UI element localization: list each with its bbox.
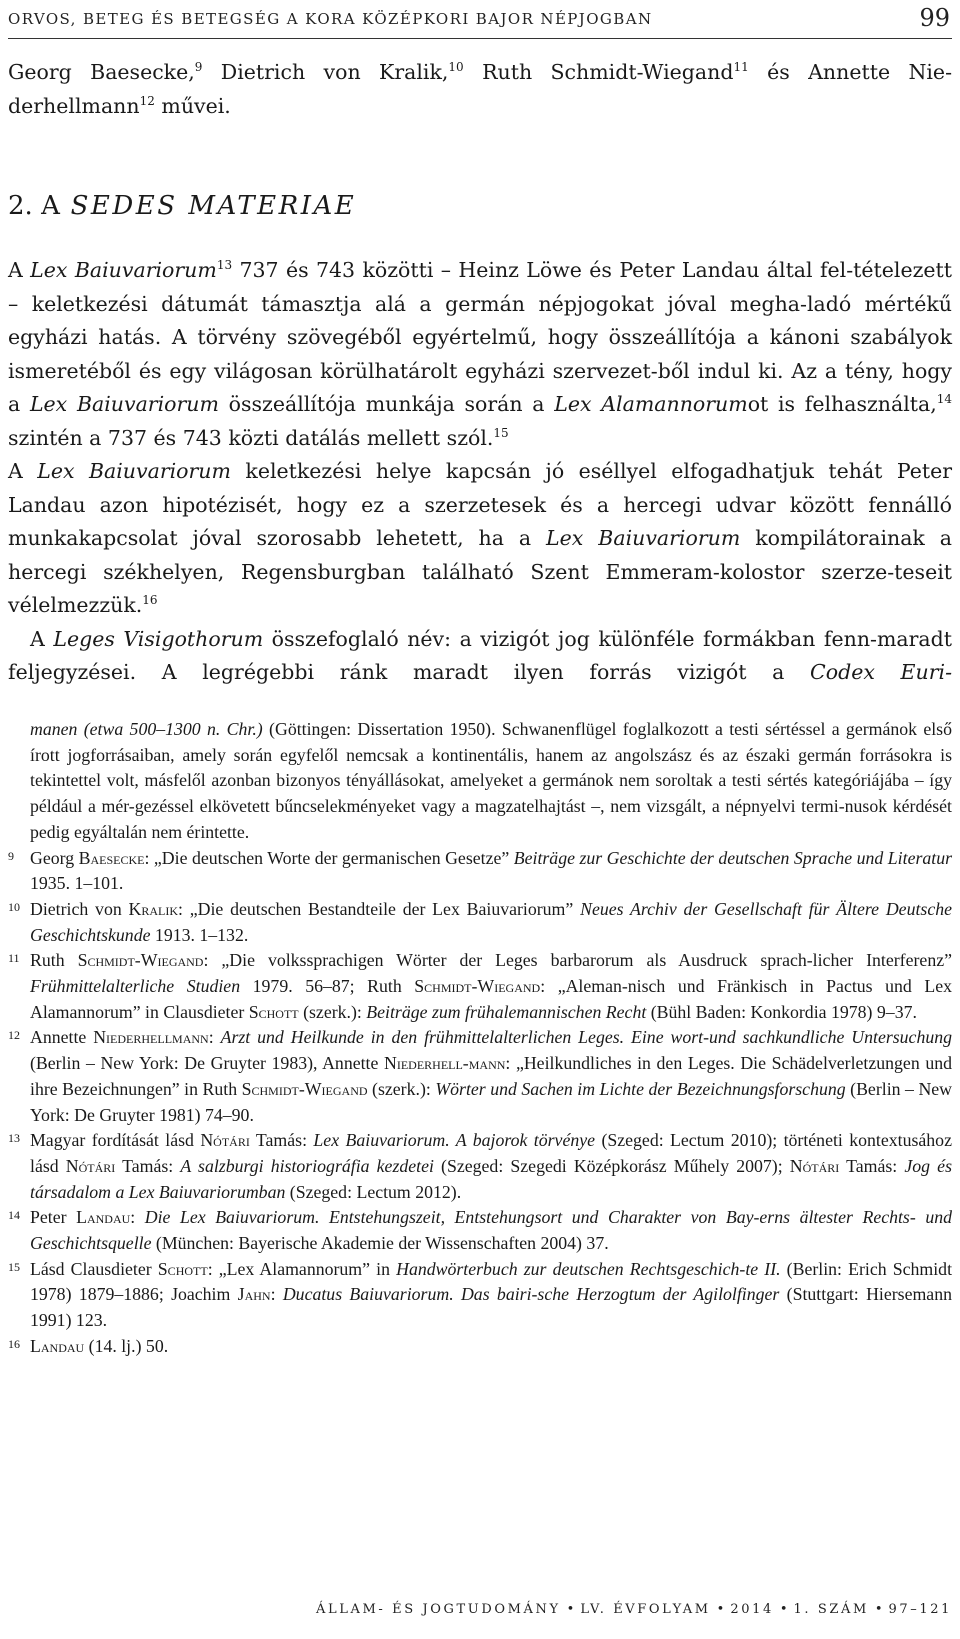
italic-run: Frühmittelalterliche Studien	[30, 976, 241, 997]
author-name: Landau	[30, 1335, 85, 1356]
italic-run: Leges Visigothorum	[53, 626, 264, 651]
author-name: Schott	[157, 1258, 208, 1279]
main-text	[8, 254, 952, 690]
text-run: Tamás:	[115, 1155, 181, 1176]
bullet-icon: •	[566, 1602, 575, 1617]
text-run: Tamás:	[839, 1155, 905, 1176]
paragraph-2	[8, 455, 952, 623]
footnote-15	[8, 1257, 952, 1334]
footer-journal: ÁLLAM- ÉS JOGTUDOMÁNY	[316, 1602, 561, 1617]
author-name: Nótári	[200, 1130, 250, 1151]
italic-run: Handwörterbuch zur deutschen Rechtsgeschich-te II.	[396, 1258, 781, 1279]
italic-run: Beiträge zum frühalemannischen Recht	[366, 1001, 647, 1022]
footnote-14	[8, 1205, 952, 1256]
footnote-number: 15	[8, 1259, 20, 1274]
footer-issue: 1. SZÁM	[793, 1602, 869, 1617]
footer-year: 2014	[730, 1602, 774, 1617]
italic-run: Lex Baiuvariorum. A bajorok törvénye	[313, 1130, 596, 1151]
text-run: (szerk.):	[298, 1001, 367, 1022]
italic-run: Lex Baiuvariorum	[37, 459, 231, 483]
footnote-number: 16	[8, 1336, 20, 1351]
text-run: (Szeged: Szegedi Középkorász Műhely 2007);	[433, 1155, 790, 1176]
italic-run: Lex Alamannorum	[554, 392, 748, 416]
italic-run: Neues Archiv der Gesellschaft für Ältere Deutsche Geschichtskunde	[30, 898, 952, 945]
footnote-number: 11	[8, 951, 20, 966]
text-run: összefoglaló név: a vizigót jog különféle formákban fenn-maradt feljegyzései. A legrégebbi ránk maradt ilyen forrás vizigót a	[8, 626, 952, 684]
footnote-ref-11: 11	[733, 60, 749, 75]
text-run: Peter	[30, 1207, 77, 1228]
intro-text-2: Dietrich von Kralik,	[202, 60, 449, 84]
footnote-ref-9: 9	[194, 60, 203, 75]
journal-footer	[8, 1602, 952, 1617]
text-run: (szerk.):	[367, 1078, 436, 1099]
italic-run: Codex Euri-	[810, 660, 952, 684]
italic-run: Lex Baiuvariorum	[30, 258, 217, 282]
italic-run: Jog és társadalom a Lex Baiuvariorumban	[30, 1155, 952, 1202]
bullet-icon: •	[779, 1602, 788, 1617]
text-run: : „Heilkundliches in den Leges. Die Schädelverletzungen und ihre Bezeichnungen” in Ruth	[30, 1053, 952, 1099]
footnote-12	[8, 1025, 952, 1128]
page-number: 99	[919, 4, 950, 32]
text-run: A	[8, 459, 38, 483]
text-run: (Bühl Baden: Konkordia 1978) 9–37.	[646, 1001, 917, 1022]
author-name: Schmidt-Wiegand	[77, 950, 204, 971]
text-run: A	[8, 258, 31, 282]
author-name: Nótári	[65, 1155, 116, 1176]
section-title: SEDES MATERIAE	[70, 191, 357, 221]
paragraph-3	[8, 623, 952, 690]
italic-run: Arzt und Heilkunde in den frühmittelalterlichen Leges. Eine wort-und sachkundliche Untersuchung	[220, 1027, 953, 1048]
author-name: Landau	[76, 1207, 131, 1228]
footnote-number: 9	[8, 848, 14, 863]
intro-text-3: Ruth Schmidt-Wiegand	[463, 60, 734, 84]
paragraph-1	[8, 254, 952, 455]
text-run: :	[130, 1207, 145, 1228]
text-run: 1979. 56–87; Ruth	[240, 976, 415, 997]
footnote-number: 12	[8, 1028, 20, 1043]
footnote-number: 10	[8, 899, 20, 914]
author-name: Niederhellmann	[93, 1027, 209, 1048]
text-run: ot is felhasználta,	[747, 392, 937, 416]
text-run: : „Die deutschen Bestandteile der Lex Baiuvariorum”	[178, 898, 581, 919]
footnote-ref-13: 13	[216, 258, 233, 273]
section-heading	[8, 191, 356, 221]
intro-text-1: Georg Baesecke,	[8, 60, 195, 84]
text-run: összeállítója munkája során a	[218, 392, 555, 416]
text-run: Magyar fordítását lásd	[30, 1130, 201, 1151]
footnote-continuation	[8, 717, 952, 846]
footnote-number: 13	[8, 1131, 20, 1146]
text-run: A	[30, 626, 54, 651]
italic-run: Die Lex Baiuvariorum. Entstehungszeit, Entstehungsort und Charakter von Bay-erns ältester Rechts- und Geschichtsquelle	[30, 1207, 952, 1254]
italic-run: Ducatus Baiuvariorum. Das bairi-sche Herzogtum der Agilolfinger	[282, 1284, 780, 1305]
text-run: 1913. 1–132.	[150, 924, 249, 945]
author-name: Baesecke	[78, 847, 145, 868]
text-run: (München: Bayerische Akademie der Wissenschaften 2004) 37.	[151, 1233, 609, 1254]
author-name: Schott	[248, 1001, 299, 1022]
author-name: Schmidt-Wiegand	[414, 976, 541, 997]
text-run: (Berlin: Erich Schmidt 1978) 1879–1886; Joachim	[30, 1258, 953, 1305]
footnotes	[8, 717, 952, 1360]
section-number: 2. A	[8, 191, 60, 221]
text-run: (Göttingen: Dissertation 1950). Schwanenflügel foglalkozott a testi sértéssel a germánok első írott jogforrásaiban, amely során egyfelől nemcsak a kontinentális, hanem az angolszász és az északi germán forrásokra is tekintettel volt, másfelől azonban bizonyos tényállásokat, amelyeket a germánok nem soroltak a testi sértés kategóriájába – így például a mér-gezéssel elkövetett bűncselekményeket vagy a magzatelhajtást –, nem vizsgált, a népnyelvi termi-nusok kérdését pedig egyáltalán nem érintette.	[30, 719, 952, 842]
italic-run: manen (etwa 500–1300 n. Chr.)	[30, 719, 263, 739]
footnote-ref-16: 16	[142, 593, 158, 608]
footer-pages: 97–121	[888, 1602, 952, 1617]
text-run: : „Die deutschen Worte der germanischen Gesetze”	[144, 847, 514, 868]
text-run: (14. lj.) 50.	[84, 1335, 169, 1356]
intro-paragraph	[8, 56, 952, 123]
intro-text-5: művei.	[154, 93, 231, 118]
bullet-icon: •	[874, 1602, 883, 1617]
author-name: Schmidt-Wiegand	[241, 1078, 368, 1099]
author-name: Niederhell-mann	[383, 1053, 506, 1074]
footnote-10	[8, 897, 952, 948]
footnote-11	[8, 948, 952, 1025]
footnote-number: 14	[8, 1208, 20, 1223]
text-run: Tamás:	[249, 1130, 314, 1151]
footnote-16	[8, 1334, 952, 1360]
text-run: :	[208, 1027, 221, 1048]
text-run: Dietrich von	[30, 898, 129, 919]
text-run: (Stuttgart: Hiersemann 1991) 123.	[30, 1284, 952, 1331]
text-run: (Szeged: Lectum 2010); történeti kontextusához lásd	[30, 1130, 952, 1176]
text-run: Annette	[30, 1027, 94, 1048]
running-head	[8, 4, 952, 32]
italic-run: Lex Baiuvariorum	[29, 392, 219, 416]
text-run: :	[270, 1284, 283, 1305]
text-run: keletkezési helye kapcsán jó eséllyel elfogadhatjuk tehát Peter Landau azon hipotézisét, hogy ez a szerzetesek és a hercegi udvar között fennálló munkakapcsolat jóval szorosabb lehetett, ha a	[8, 459, 953, 550]
text-run: (Berlin – New York: De Gruyter 1981) 74–90.	[30, 1078, 953, 1125]
footnote-ref-12: 12	[139, 93, 155, 108]
author-name: Nótári	[789, 1155, 840, 1176]
text-run: (Szeged: Lectum 2012).	[285, 1181, 462, 1202]
text-run: : „Aleman-nisch und Fränkisch in Pactus und Lex Alamannorum” in Clausdieter	[30, 976, 953, 1022]
text-run: Georg	[30, 847, 79, 868]
text-run: 737 és 743 közötti – Heinz Löwe és Peter Landau által fel-tételezett – keletkezési dátumát támasztja alá a germán népjogokat jóval megha-ladó mértékű egyházi hatás. A törvény szövegéből egyértelmű, hogy összeállítója a kánoni szabályok ismeretéből és egy világosan körülhatárolt egyházi szervezet-ből indul ki. Az a tény, hogy a	[8, 258, 952, 416]
text-run: Lásd Clausdieter	[30, 1258, 158, 1279]
text-run: 1935. 1–101.	[30, 873, 124, 894]
author-name: Jahn	[237, 1284, 271, 1305]
footer-volume: LV. ÉVFOLYAM	[580, 1602, 711, 1617]
running-title: ORVOS, BETEG ÉS BETEGSÉG A KORA KÖZÉPKORI BAJOR NÉPJOGBAN	[8, 10, 653, 28]
text-run: Ruth	[30, 950, 78, 971]
text-run: (Berlin – New York: De Gruyter 1983), Annette	[30, 1053, 384, 1074]
footnote-13	[8, 1128, 952, 1205]
intro-text	[8, 56, 952, 123]
text-run: : „Lex Alamannorum” in	[207, 1258, 397, 1279]
author-name: Kralik	[128, 898, 179, 919]
footnote-ref-10: 10	[448, 60, 464, 75]
intro-text-4: és Annette Nie-derhellmann	[8, 60, 952, 118]
footnote-ref-14: 14	[936, 392, 953, 407]
italic-run: Wörter und Sachen im Lichte der Bezeichnungsforschung	[435, 1078, 846, 1099]
header-rule	[8, 38, 952, 39]
text-run: kompilátorainak a hercegi székhelyen, Regensburgban található Szent Emmeram-kolostor szerze-teseit vélelmezzük.	[8, 526, 952, 617]
italic-run: Beiträge zur Geschichte der deutschen Sprache und Literatur	[513, 847, 953, 868]
footnote-ref-15: 15	[493, 425, 509, 440]
text-run: : „Die volkssprachigen Wörter der Leges barbarorum als Ausdruck sprach-licher Interferenz”	[203, 950, 952, 971]
footnote-9	[8, 846, 952, 897]
italic-run: Lex Baiuvariorum	[546, 526, 741, 550]
bullet-icon: •	[716, 1602, 725, 1617]
text-run: szintén a 737 és 743 közti datálás mellett szól.	[8, 425, 494, 450]
italic-run: A salzburgi historiográfia kezdetei	[180, 1155, 434, 1176]
